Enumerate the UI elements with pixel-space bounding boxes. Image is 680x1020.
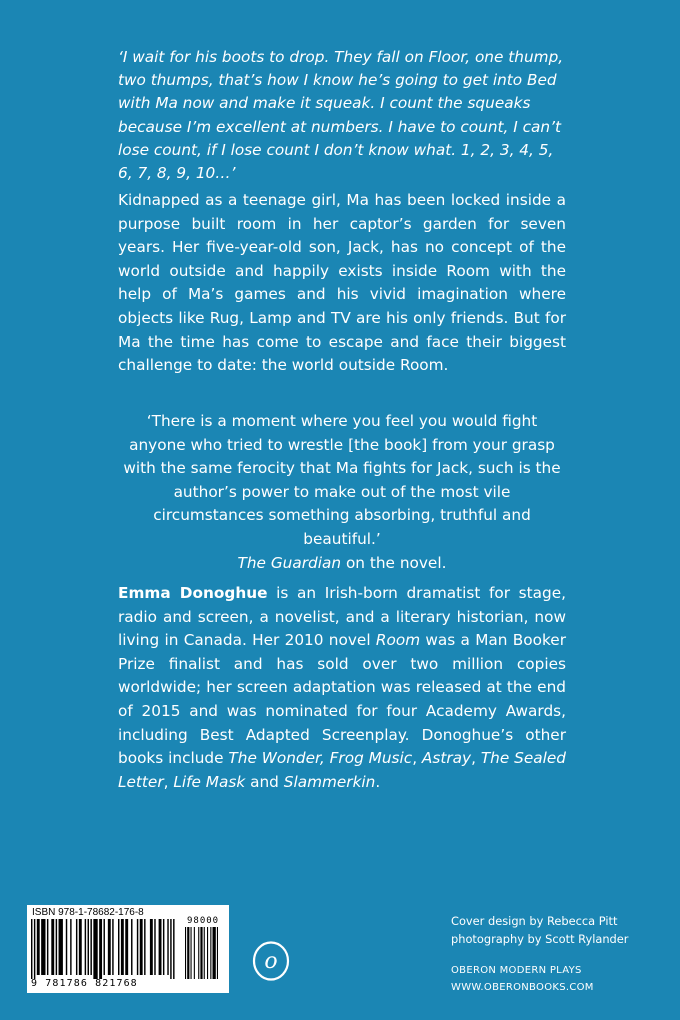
barcode-bar bbox=[131, 919, 132, 975]
barcode-bar bbox=[170, 919, 171, 979]
barcode-bar bbox=[207, 927, 208, 979]
bio-sep-4: and bbox=[245, 772, 284, 791]
barcode-bar bbox=[37, 919, 40, 975]
barcode-bar bbox=[198, 927, 199, 979]
bio-text-2: was a Man Booker Prize finalist and has sold over two million copies worldwide; her screen adaptation was released at the end of 2015 and was nominated for four Academy Awards, including Best Adapted Screenplay. Donoghue’s other books include bbox=[118, 631, 567, 768]
barcode-bar bbox=[137, 919, 138, 975]
barcode-bar bbox=[173, 919, 174, 979]
barcode-bar bbox=[204, 927, 205, 979]
author-name: Emma Donoghue bbox=[118, 584, 268, 602]
review-quote bbox=[118, 410, 566, 575]
publisher-series: OBERON MODERN PLAYS bbox=[451, 965, 582, 976]
barcode-bar bbox=[51, 919, 54, 975]
synopsis-paragraph: Kidnapped as a teenage girl, Ma has been locked inside a purpose built room in her captor’s garden for seven years. Her five-year-old son, Jack, has no concept of the world outside and happily exists inside Room with the help of Ma’s games and his vivid imagination where objects like Rug, Lamp and TV are his only friends. But for Ma the time has come to escape and face their biggest challenge to date: the world outside Room. bbox=[118, 191, 566, 375]
logo-letter: o bbox=[264, 949, 278, 974]
barcode-bar bbox=[93, 919, 97, 979]
barcode-bar bbox=[56, 919, 57, 975]
barcode-bar bbox=[140, 919, 143, 975]
barcode-bar bbox=[108, 919, 111, 975]
bio-sep-1: , bbox=[412, 749, 422, 768]
barcode-bar bbox=[34, 919, 35, 979]
ean-digits: 9 781786 821768 bbox=[31, 978, 138, 989]
barcode-bar bbox=[159, 919, 162, 975]
barcode-bar bbox=[194, 927, 195, 979]
author-bio bbox=[118, 582, 566, 794]
barcode-bar bbox=[200, 927, 202, 979]
barcode-bar bbox=[59, 919, 63, 975]
bio-title-room: Room bbox=[375, 631, 421, 650]
barcode-bar bbox=[66, 919, 67, 975]
bio-sep-3: , bbox=[163, 772, 174, 791]
barcode-bar bbox=[213, 927, 216, 979]
barcode bbox=[27, 905, 229, 993]
barcode-bar bbox=[79, 919, 82, 975]
barcode-bar bbox=[167, 919, 168, 975]
barcode-bar bbox=[125, 919, 128, 975]
barcode-bar bbox=[85, 919, 86, 975]
barcode-bar bbox=[47, 919, 48, 975]
barcode-bar bbox=[144, 919, 145, 975]
bio-title-1: The Wonder, Frog Music bbox=[228, 749, 413, 768]
barcode-bar bbox=[88, 919, 89, 975]
review-text: ‘There is a moment where you feel you would fight anyone who tried to wrestle [the book] from your grasp with the same ferocity that Ma fights for Jack, such is the author’s power to make out of the most vile circumstances something absorbing, truthful and beautiful.’ bbox=[123, 412, 561, 548]
barcode-bar bbox=[187, 927, 189, 979]
barcode-bar bbox=[150, 919, 153, 975]
bio-title-5: Slammerkin bbox=[283, 772, 376, 791]
bio-end: . bbox=[375, 772, 381, 791]
barcode-bar bbox=[41, 919, 45, 975]
credit-photography: photography by Scott Rylander bbox=[451, 931, 629, 946]
barcode-bar bbox=[70, 919, 71, 975]
bio-text-1: is an Irish-born dramatist for stage, radio and screen, a novelist, and a literary historian, now living in Canada. Her 2010 novel bbox=[118, 584, 567, 650]
barcode-bar bbox=[31, 919, 32, 979]
addon-digits: 98000 bbox=[187, 916, 220, 926]
barcode-bar bbox=[99, 919, 102, 979]
addon-bars bbox=[185, 927, 225, 979]
barcode-bar bbox=[104, 919, 105, 975]
barcode-bar bbox=[185, 927, 186, 979]
barcode-bar bbox=[154, 919, 155, 975]
bio-sep-2: , bbox=[471, 749, 481, 768]
barcode-bar bbox=[118, 919, 119, 975]
barcode-bar bbox=[76, 919, 77, 975]
bio-title-2: Astray bbox=[421, 749, 472, 768]
opening-quote: ‘I wait for his boots to drop. They fall on Floor, one thump, two thumps, that’s how I know he’s going to get into Bed with Ma now and make it squeak. I count the squeaks because I’m excellent at numbers. I have to count, I can’t lose count, if I lose count I don’t know what. 1, 2, 3, 4, 5, 6, 7, 8, 9, 10…’ bbox=[118, 48, 564, 183]
review-source bbox=[118, 552, 566, 576]
barcode-bar bbox=[163, 919, 164, 975]
publisher-info bbox=[451, 962, 594, 996]
review-source-title: The Guardian bbox=[237, 553, 342, 572]
bio-title-3: The Sealed Letter bbox=[118, 749, 566, 791]
ean-bars bbox=[31, 919, 183, 979]
barcode-bar bbox=[191, 927, 192, 979]
publisher-url: WWW.OBERONBOOKS.COM bbox=[451, 982, 594, 993]
barcode-bar bbox=[121, 919, 124, 975]
barcode-bar bbox=[217, 927, 218, 979]
bio-title-4: Life Mask bbox=[173, 772, 246, 791]
credit-design: Cover design by Rebecca Pitt bbox=[451, 914, 618, 928]
cover-credits bbox=[451, 913, 628, 948]
barcode-bar bbox=[112, 919, 113, 975]
oberon-logo-icon bbox=[251, 941, 291, 981]
review-source-suffix: on the novel. bbox=[341, 553, 447, 572]
barcode-bar bbox=[90, 919, 91, 975]
isbn-label: ISBN 978-1-78682-176-8 bbox=[32, 907, 144, 918]
barcode-bar bbox=[210, 927, 211, 979]
